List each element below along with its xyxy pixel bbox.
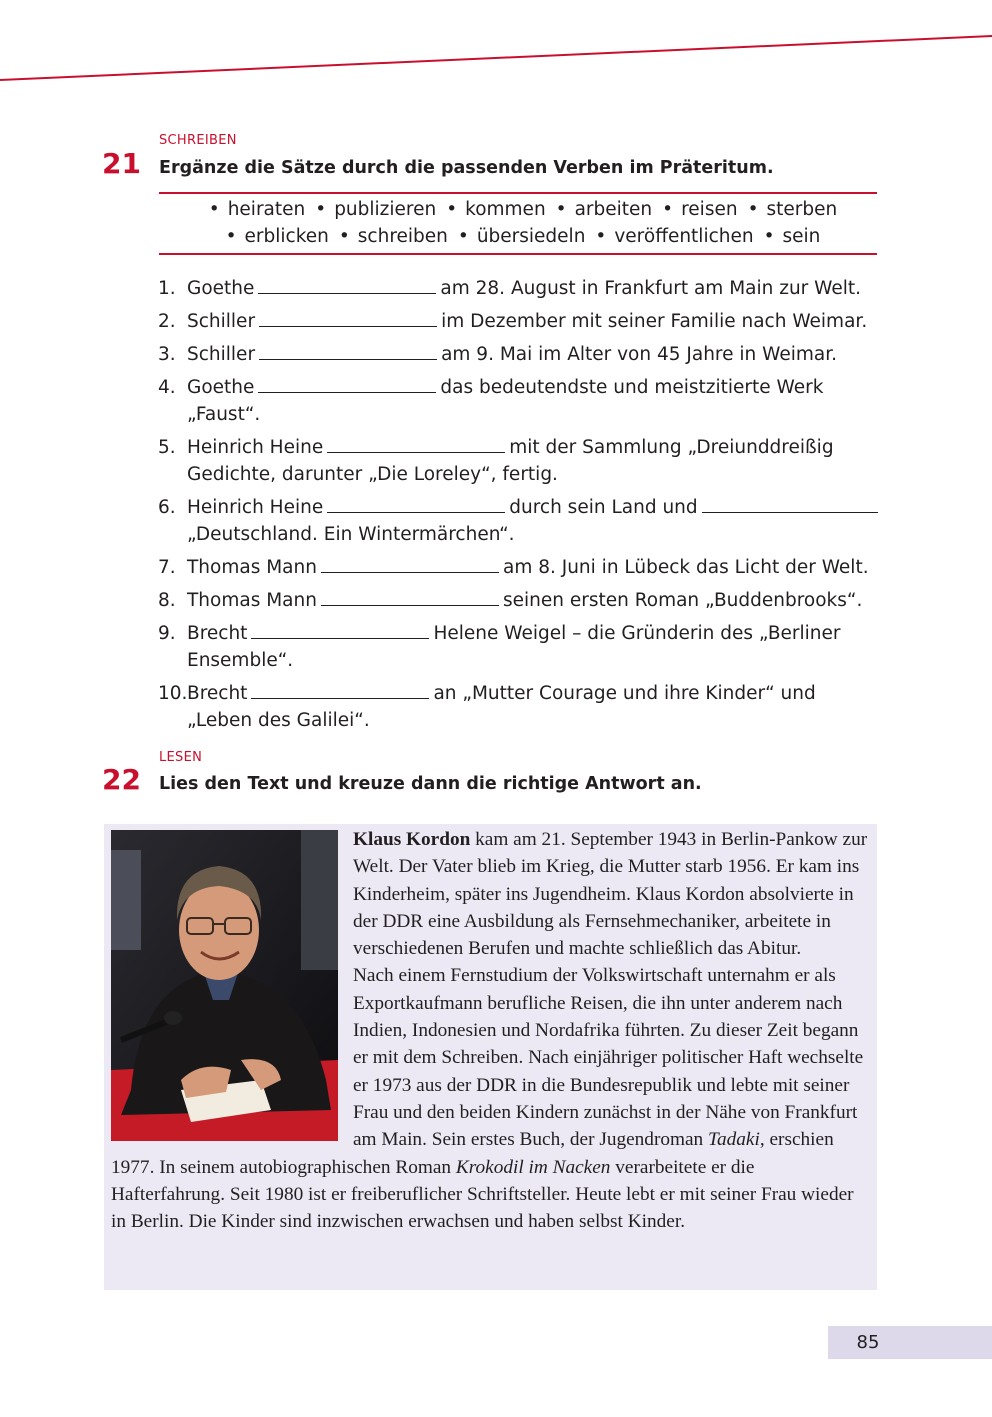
item-subject: Heinrich Heine bbox=[187, 497, 324, 518]
word-line-1 bbox=[159, 196, 877, 223]
item-subject: Schiller bbox=[187, 311, 256, 332]
reading-paragraph-2-part-a: Nach einem Fernstudium der Volkswirtschaft unternahm er als Exportkaufmann berufliche Reisen, die ihn unter anderem nach Indien, Indonesien und Nordafrika führten. Zu dieser Zeit begann er mit dem Schreiben. Nach einjähriger politischer Haft wechselte er 1973 aus der DDR in die Bundesrepublik und lebte mit seiner Frau und den beiden Kindern zunächst in der Nähe von Frankfurt am Main. Sein erstes Buch, der Jugendroman bbox=[353, 965, 864, 1151]
word-bullet: • bbox=[225, 226, 237, 247]
word-option: arbeiten bbox=[574, 199, 653, 220]
exercise-item bbox=[158, 374, 883, 428]
exercise-item bbox=[158, 434, 883, 488]
reading-text bbox=[111, 826, 871, 1235]
answer-blank-second[interactable] bbox=[702, 495, 878, 513]
exercise-21-label: SCHREIBEN bbox=[159, 133, 237, 148]
word-option: kommen bbox=[465, 199, 546, 220]
item-rest: am 8. Juni in Lübeck das Licht der Welt. bbox=[502, 557, 869, 578]
word-bullet: • bbox=[338, 226, 350, 247]
word-option: erblicken bbox=[244, 226, 329, 247]
word-option: sterben bbox=[766, 199, 838, 220]
answer-blank[interactable] bbox=[258, 375, 436, 393]
answer-blank[interactable] bbox=[259, 309, 437, 327]
exercise-21-number: 21 bbox=[102, 147, 141, 180]
word-bullet: • bbox=[446, 199, 458, 220]
item-number: 5. bbox=[158, 437, 176, 458]
item-number: 10. bbox=[158, 683, 188, 704]
reading-paragraph-1-text: kam am 21. September 1943 in Berlin-Pankow zur Welt. Der Vater blieb im Krieg, die Mutter starb 1956. Er kam ins Kinderheim, später ins Jugendheim. Klaus Kordon absolvierte in der DDR eine Ausbildung als Fernsehmechaniker, arbeitete in verschiedenen Berufen und machte schließlich das Abitur. bbox=[353, 829, 868, 960]
book-title-tadaki: Tadaki bbox=[708, 1129, 760, 1151]
header-diagonal-rule bbox=[0, 0, 992, 90]
item-rest: Helene Weigel – die Gründerin des „Berliner Ensemble“. bbox=[187, 623, 841, 671]
exercise-item bbox=[158, 308, 883, 335]
item-subject: Goethe bbox=[187, 278, 255, 299]
exercise-21-title: Ergänze die Sätze durch die passenden Verben im Präteritum. bbox=[159, 158, 774, 178]
item-number: 8. bbox=[158, 590, 176, 611]
item-rest: am 9. Mai im Alter von 45 Jahre in Weimar. bbox=[441, 344, 838, 365]
word-option: sein bbox=[782, 226, 821, 247]
exercise-22-label: LESEN bbox=[159, 750, 203, 765]
item-rest: seinen ersten Roman „Buddenbrooks“. bbox=[502, 590, 863, 611]
word-bullet: • bbox=[315, 199, 327, 220]
item-middle-text: durch sein Land und bbox=[509, 497, 698, 518]
page-number: 85 bbox=[856, 1332, 880, 1353]
answer-blank[interactable] bbox=[327, 495, 505, 513]
exercise-item bbox=[158, 587, 883, 614]
exercise-item bbox=[158, 341, 883, 368]
exercise-item bbox=[158, 275, 883, 302]
word-option: veröffentlichen bbox=[614, 226, 754, 247]
exercise-22-title: Lies den Text und kreuze dann die richtige Antwort an. bbox=[159, 774, 702, 794]
exercise-item bbox=[158, 554, 883, 581]
exercise-21-items bbox=[158, 275, 883, 740]
word-bullet: • bbox=[208, 199, 220, 220]
word-option: schreiben bbox=[357, 226, 448, 247]
word-bullet: • bbox=[662, 199, 674, 220]
item-number: 3. bbox=[158, 344, 176, 365]
answer-blank[interactable] bbox=[258, 276, 436, 294]
word-option: heiraten bbox=[227, 199, 306, 220]
item-rest: an „Mutter Courage und ihre Kinder“ und „Leben des Galilei“. bbox=[187, 683, 816, 731]
item-rest: mit der Sammlung „Dreiunddreißig Gedichte, darunter „Die Loreley“, fertig. bbox=[187, 437, 834, 485]
word-box-top-rule bbox=[159, 192, 877, 194]
author-name: Klaus Kordon bbox=[353, 829, 471, 850]
word-bullet: • bbox=[555, 199, 567, 220]
word-bullet: • bbox=[763, 226, 775, 247]
item-subject: Thomas Mann bbox=[187, 557, 317, 578]
item-subject: Schiller bbox=[187, 344, 256, 365]
item-number: 6. bbox=[158, 497, 176, 518]
exercise-22-number: 22 bbox=[102, 763, 141, 796]
item-rest: am 28. August in Frankfurt am Main zur Welt. bbox=[440, 278, 862, 299]
exercise-item bbox=[158, 620, 883, 674]
exercise-item bbox=[158, 494, 883, 548]
word-bullet: • bbox=[595, 226, 607, 247]
reading-paragraph-2-part-b: , erschien 1977. In seinem autobiographischen Roman bbox=[111, 1129, 834, 1178]
word-bullet: • bbox=[747, 199, 759, 220]
item-rest: „Deutschland. Ein Wintermärchen“. bbox=[187, 524, 515, 545]
item-subject: Brecht bbox=[187, 623, 248, 644]
word-option: publizieren bbox=[334, 199, 437, 220]
item-subject: Thomas Mann bbox=[187, 590, 317, 611]
item-number: 1. bbox=[158, 278, 176, 299]
answer-blank[interactable] bbox=[251, 621, 429, 639]
item-number: 2. bbox=[158, 311, 176, 332]
answer-blank[interactable] bbox=[251, 681, 429, 699]
item-subject: Heinrich Heine bbox=[187, 437, 324, 458]
word-box-bottom-rule bbox=[159, 253, 877, 255]
answer-blank[interactable] bbox=[259, 342, 437, 360]
book-title-krokodil: Krokodil im Nacken bbox=[455, 1156, 611, 1178]
item-subject: Brecht bbox=[187, 683, 248, 704]
item-rest: im Dezember mit seiner Familie nach Weimar. bbox=[441, 311, 868, 332]
item-rest: das bedeutendste und meistzitierte Werk „Faust“. bbox=[187, 377, 824, 425]
word-box bbox=[159, 196, 877, 254]
item-number: 4. bbox=[158, 377, 176, 398]
item-number: 7. bbox=[158, 557, 176, 578]
exercise-item bbox=[158, 680, 883, 734]
reading-paragraph-2-part-c: verarbeitete er die Hafterfahrung. Seit 1980 ist er freiberuflicher Schriftsteller. Heute lebt er mit seiner Frau wieder in Berlin. Die Kinder sind inzwischen erwachsen und haben selbst Kinder. bbox=[111, 1156, 854, 1233]
photo-float-space bbox=[111, 826, 353, 1146]
answer-blank[interactable] bbox=[321, 555, 499, 573]
word-option: übersiedeln bbox=[476, 226, 586, 247]
word-bullet: • bbox=[457, 226, 469, 247]
item-number: 9. bbox=[158, 623, 176, 644]
word-option: reisen bbox=[681, 199, 738, 220]
word-line-2 bbox=[159, 223, 877, 250]
item-subject: Goethe bbox=[187, 377, 255, 398]
answer-blank[interactable] bbox=[327, 435, 505, 453]
answer-blank[interactable] bbox=[321, 588, 499, 606]
